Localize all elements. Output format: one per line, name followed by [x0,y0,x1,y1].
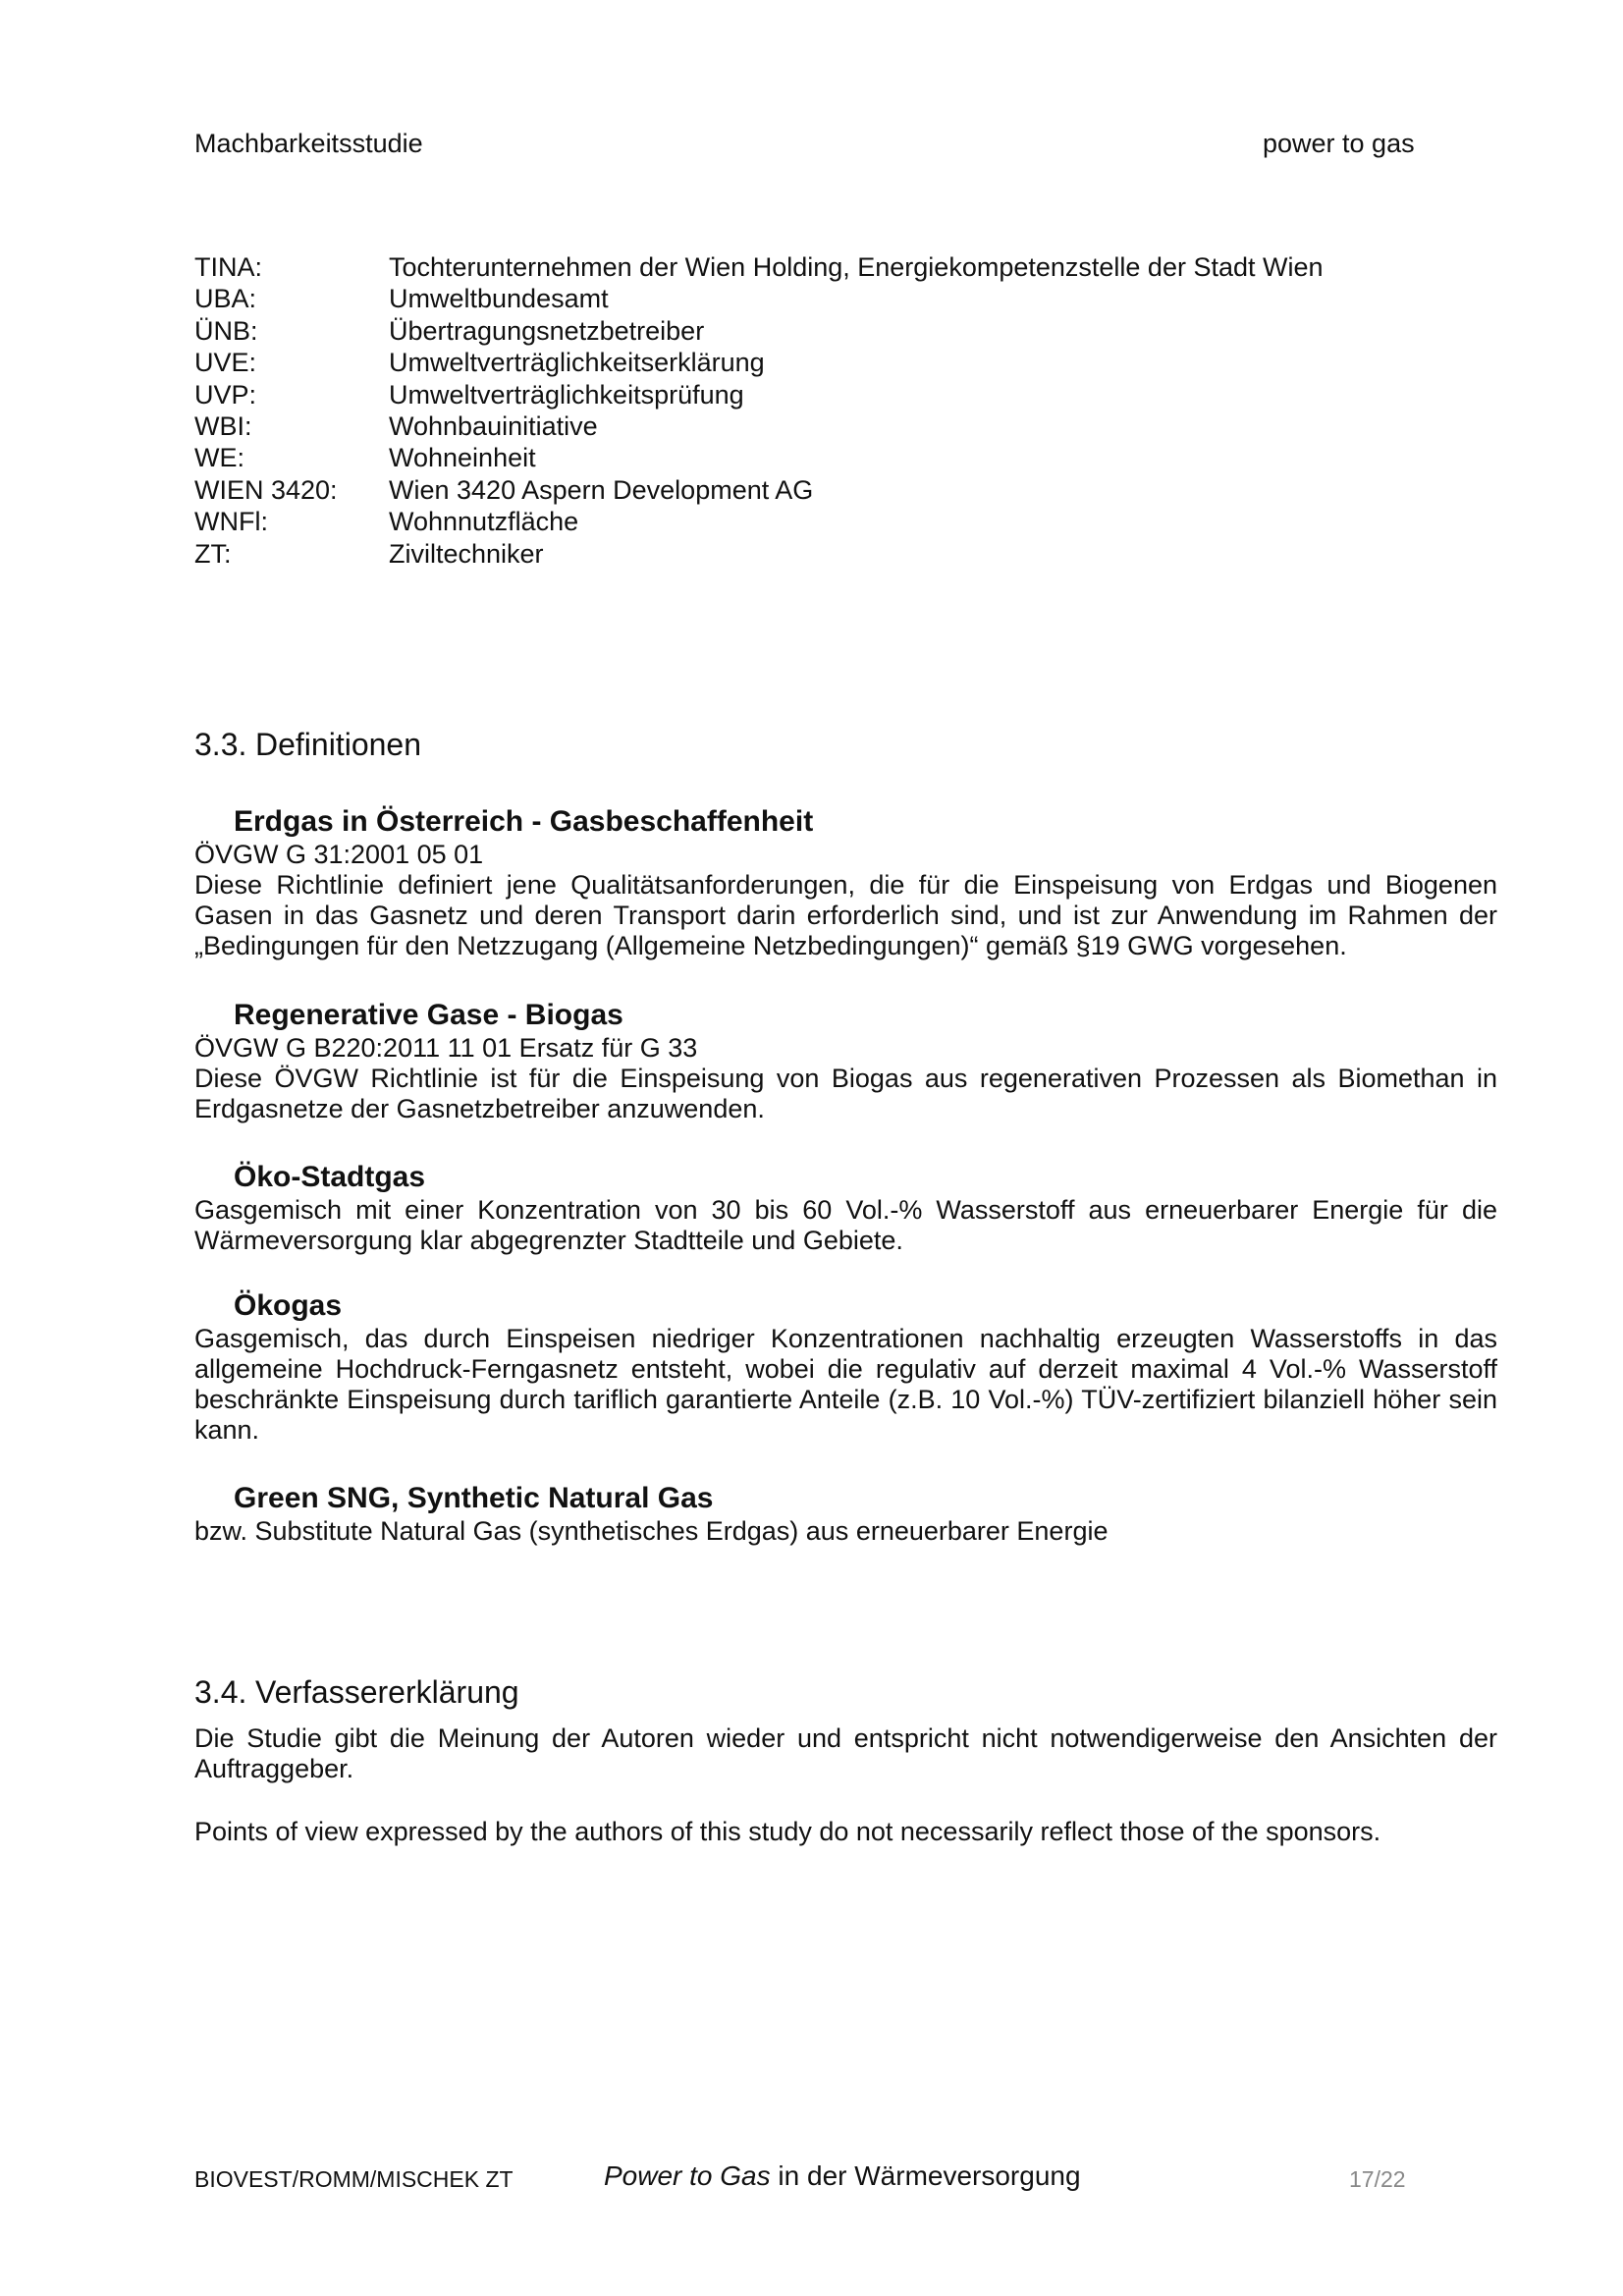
abbreviation-row [194,442,1500,473]
abbreviation-row [194,251,1500,283]
abbreviation-key: WBI: [194,410,252,441]
definition-text: Diese ÖVGW Richtlinie ist für die Einspeisung von Biogas aus regenerativen Prozessen als Biomethan in Erdgasnetze der Gasnetzbetreiber anzuwenden. [194,1064,1497,1123]
footer-title [604,2160,1081,2192]
abbreviation-value: Tochterunternehmen der Wien Holding, Energiekompetenzstelle der Stadt Wien [389,252,1324,282]
abbreviation-value: Übertragungsnetzbetreiber [389,315,705,346]
abbreviation-value: Wohneinheit [389,443,536,473]
abbreviation-key: WE: [194,443,244,473]
definition-title: Green SNG, Synthetic Natural Gas [234,1482,714,1514]
abbreviation-key: UBA: [194,284,257,314]
running-header-topic: power to gas [1263,129,1415,158]
footer-title-rest: in der Wärmeversorgung [770,2160,1081,2191]
abbreviation-row [194,410,1500,442]
abbreviation-value: Umweltbundesamt [389,284,609,314]
definition-green-sng [194,1481,1497,1547]
abbreviation-value: Wien 3420 Aspern Development AG [389,474,814,505]
section-title: Definitionen [255,727,421,762]
definition-text: Gasgemisch, das durch Einspeisen niedriger Konzentrationen nachhaltig erzeugten Wasserstoffs in das allgemeine Hochdruck-Ferngasnetz entsteht, wobei die regulativ auf derzeit maximal 4 Vol.-% Wasserstoff beschränkte Einspeisung durch tariflich garantierte Anteile (z.B. 10 Vol.-%) TÜV-zertifiziert bilanziell höher sein kann. [194,1324,1497,1445]
definition-text: bzw. Substitute Natural Gas (synthetisches Erdgas) aus erneuerbarer Energie [194,1516,1109,1546]
abbreviation-key: ÜNB: [194,315,258,346]
definition-oekogas [194,1288,1497,1446]
definition-title: Ökogas [234,1289,343,1322]
page-number: 17/22 [1349,2166,1406,2192]
definition-oeko-stadtgas [194,1160,1497,1256]
abbreviation-row [194,538,1500,570]
abbreviation-key: UVP: [194,379,257,410]
definition-title: Regenerative Gase - Biogas [234,999,623,1031]
footer-title-italic: Power to Gas [604,2160,771,2191]
section-heading-verfassererklaerung [194,1674,519,1711]
definition-text: Gasgemisch mit einer Konzentration von 30 bis 60 Vol.-% Wasserstoff aus erneuerbarer Energie für die Wärmeversorgung klar abgegrenzter Stadtteile und Gebiete. [194,1195,1497,1255]
definition-reference: ÖVGW G 31:2001 05 01 [194,840,484,869]
abbreviation-key: UVE: [194,348,257,378]
disclaimer-english: Points of view expressed by the authors of this study do not necessarily reflect those of the sponsors. [194,1817,1381,1846]
abbreviation-value: Umweltverträglichkeitsprüfung [389,379,744,410]
abbreviation-row [194,506,1500,537]
definition-erdgas [194,804,1497,961]
section-title: Verfassererklärung [255,1674,519,1710]
running-header-title: Machbarkeitsstudie [194,129,423,158]
abbreviation-row [194,315,1500,347]
abbreviation-value: Umweltverträglichkeitserklärung [389,348,765,378]
definition-reference: ÖVGW G B220:2011 11 01 Ersatz für G 33 [194,1033,698,1063]
abbreviation-key: WIEN 3420: [194,474,338,505]
footer-authors: BIOVEST/ROMM/MISCHEK ZT [194,2166,514,2192]
abbreviation-row [194,347,1500,378]
section-number: 3.4. [194,1674,247,1710]
disclaimer-german: Die Studie gibt die Meinung der Autoren wieder und entspricht nicht notwendigerweise den Ansichten der Auftraggeber. [194,1723,1497,1783]
abbreviation-key: WNFl: [194,507,268,537]
abbreviation-value: Wohnnutzfläche [389,507,579,537]
definition-text: Diese Richtlinie definiert jene Qualitätsanforderungen, die für die Einspeisung von Erdgas und Biogenen Gasen in das Gasnetz und deren Transport darin erforderlich sind, und ist zur Anwendung im Rahmen der „Bedingungen für den Netzzugang (Allgemeine Netzbedingungen)“ gemäß §19 GWG vorgesehen. [194,870,1497,960]
definition-title: Öko-Stadtgas [234,1161,426,1193]
abbreviation-row [194,283,1500,314]
abbreviation-row [194,379,1500,410]
section-number: 3.3. [194,727,247,762]
abbreviation-key: TINA: [194,252,263,282]
definition-title: Erdgas in Österreich - Gasbeschaffenheit [234,805,814,838]
abbreviation-value: Ziviltechniker [389,538,544,569]
section-heading-definitions [194,727,421,763]
definition-biogas [194,998,1497,1124]
abbreviation-key: ZT: [194,538,232,569]
abbreviation-value: Wohnbauinitiative [389,410,598,441]
abbreviation-list [194,251,1500,570]
abbreviation-row [194,474,1500,506]
